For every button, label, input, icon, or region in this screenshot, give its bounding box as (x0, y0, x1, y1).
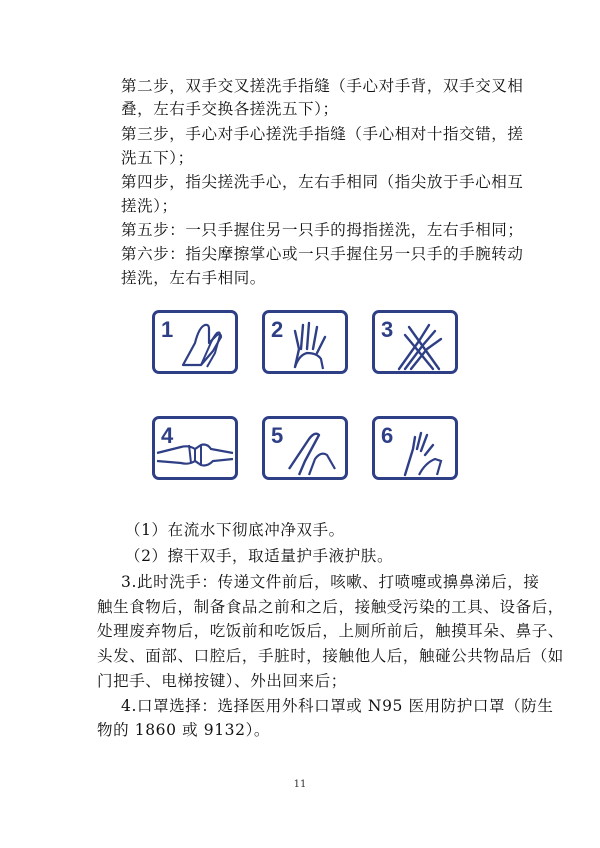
section3-line4: 头发、面部、口腔后，手脏时，接触他人后，触碰公共物品后（如 (97, 647, 564, 665)
step-1-panel (152, 310, 238, 374)
handwashing-figure (148, 310, 462, 510)
step3-line2: 洗五下）； (121, 149, 194, 167)
step-number: 4 (161, 423, 174, 448)
thumb-rotation-icon (265, 419, 345, 477)
step-5-panel (262, 416, 348, 480)
dry-item: （2）擦干双手，取适量护手液护肤。 (125, 547, 394, 565)
step-number: 2 (271, 317, 284, 342)
section4-line2: 物的 1860 或 9132）。 (97, 721, 271, 739)
section3-line2: 触生食物后，制备食品之前和之后，接触受污染的工具、设备后， (97, 598, 564, 616)
section3-line5: 门把手、电梯按键）、外出回来后； (97, 672, 347, 690)
fingertips-to-palm-icon (155, 419, 235, 477)
step4-line1: 第四步，指尖搓洗手心，左右手相同（指尖放于手心相互 (121, 173, 524, 191)
step-number: 5 (271, 423, 284, 448)
page-number: 11 (293, 779, 307, 790)
section4-line1: 4.口罩选择：选择医用外科口罩或 N95 医用防护口罩（防生 (121, 697, 554, 715)
step2-line2: 叠，左右手交换各搓洗五下）； (121, 100, 339, 118)
step6-line1: 第六步：指尖摩擦掌心或一只手握住另一只手的手腕转动 (121, 245, 524, 263)
section3-line3: 处理废弃物后，吃饭前和吃饭后，上厕所前后，触摸耳朵、鼻子、 (97, 622, 564, 640)
step4-line2: 搓洗）； (121, 197, 178, 215)
step5-line: 第五步：一只手握住另一只手的拇指搓洗，左右手相同； (121, 221, 524, 239)
step-number: 6 (381, 423, 394, 448)
section3-line1: 3.此时洗手：传递文件前后，咳嗽、打喷嚏或擤鼻涕后，接 (121, 573, 540, 591)
step-3-panel (372, 310, 458, 374)
rinse-item: （1）在流水下彻底冲净双手。 (125, 521, 345, 539)
wrist-rotation-icon (375, 419, 455, 477)
step3-line1: 第三步，手心对手心搓洗手指缝（手心相对十指交错，搓 (121, 125, 524, 143)
step-2-panel (262, 310, 348, 374)
step-4-panel (152, 416, 238, 480)
interlaced-fingers-icon (375, 313, 455, 371)
back-of-hand-icon (265, 313, 345, 371)
step2-line1: 第二步，双手交叉搓洗手指缝（手心对手背，双手交叉相 (121, 77, 524, 95)
step-6-panel (372, 416, 458, 480)
palm-to-palm-icon (155, 313, 235, 371)
step6-line2: 搓洗，左右手相同。 (121, 269, 266, 287)
step-number: 3 (381, 317, 394, 342)
step-number: 1 (161, 317, 174, 342)
